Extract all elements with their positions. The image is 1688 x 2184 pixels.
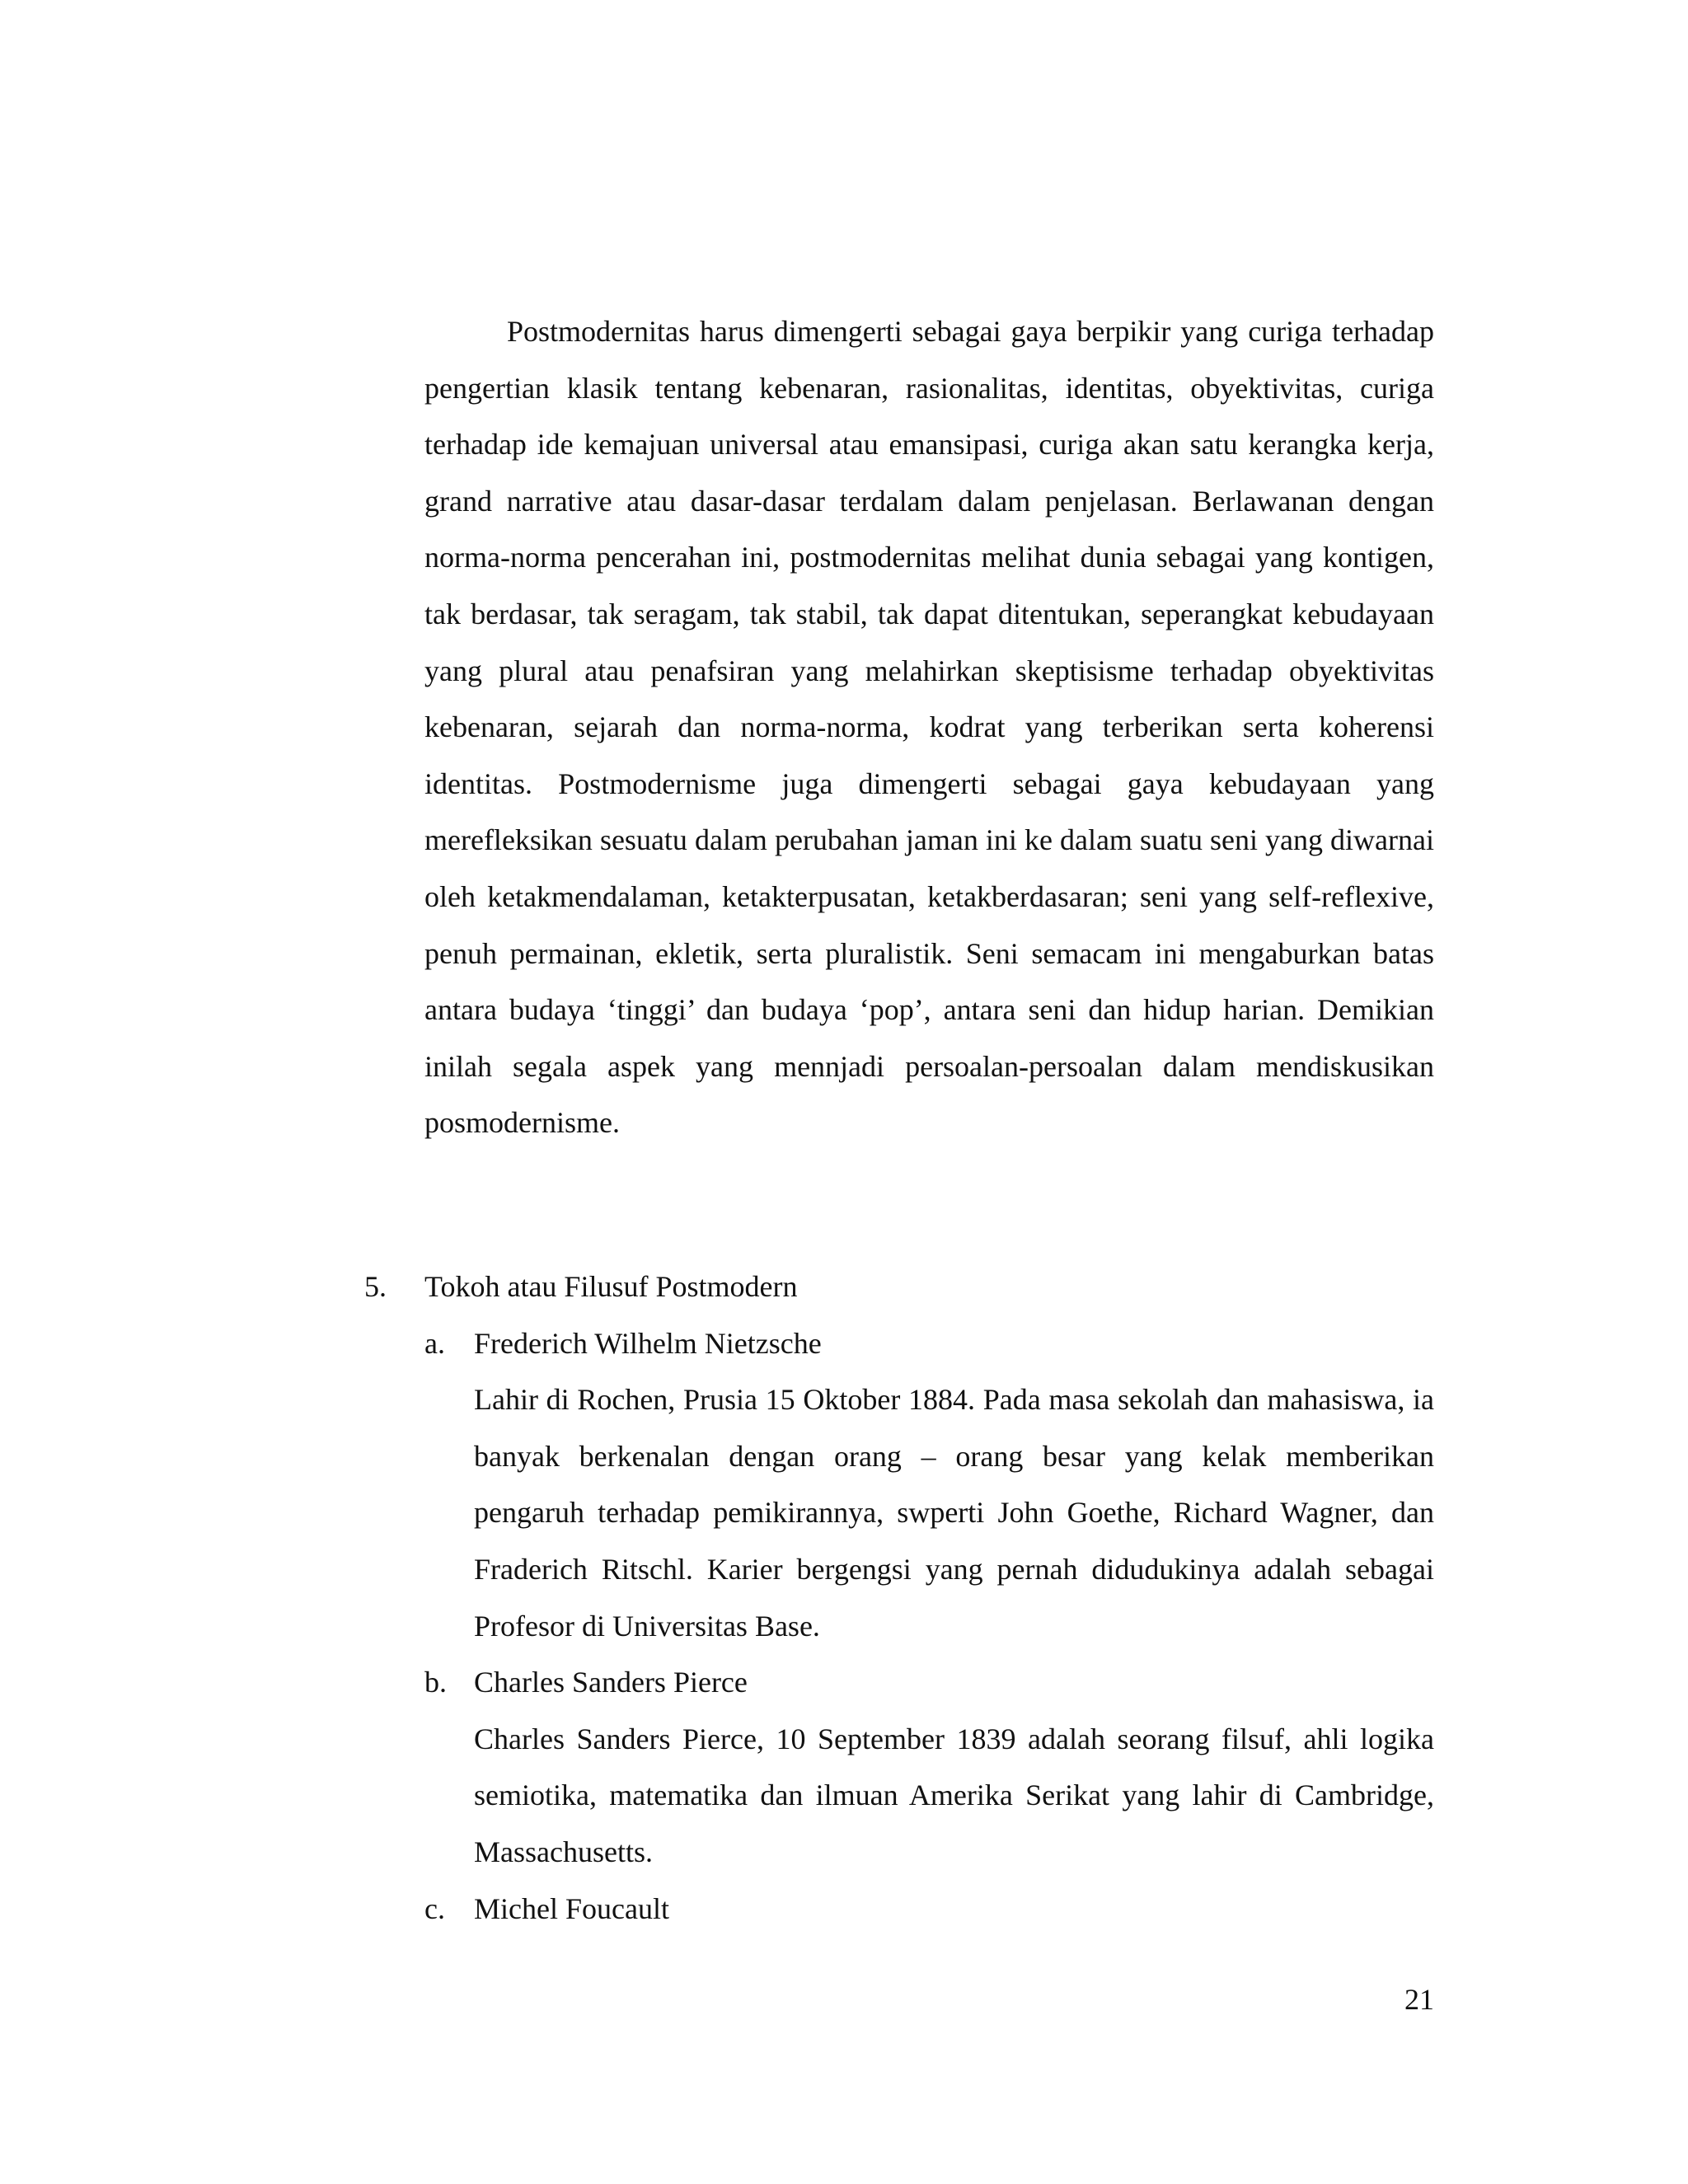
list-item <box>424 1315 1434 1655</box>
intro-paragraph: Postmodernitas harus dimengerti sebagai gaya berpikir yang curiga terhadap pengertian klasik tentang kebenaran, rasionalitas, identitas, obyektivitas, curiga terhadap ide kemajuan universal atau emansipasi, curiga akan satu kerangka kerja, grand narrative atau dasar-dasar terdalam dalam penjelasan. Berlawanan dengan norma-norma pencerahan ini, postmodernitas melihat dunia sebagai yang kontigen, tak berdasar, tak seragam, tak stabil, tak dapat ditentukan, seperangkat kebudayaan yang plural atau penafsiran yang melahirkan skeptisisme terhadap obyektivitas kebenaran, sejarah dan norma-norma, kodrat yang terberikan serta koherensi identitas. Postmodernisme juga dimengerti sebagai gaya kebudayaan yang merefleksikan sesuatu dalam perubahan jaman ini ke dalam suatu seni yang diwarnai oleh ketakmendalaman, ketakterpusatan, ketakberdasaran; seni yang self-reflexive, penuh permainan, ekletik, serta pluralistik. Seni semacam ini mengaburkan batas antara budaya ‘tinggi’ dan budaya ‘pop’, antara seni dan hidup harian. Demikian inilah segala aspek yang mennjadi persoalan-persoalan dalam mendiskusikan posmodernisme. <box>424 315 1434 1140</box>
section-number: 5. <box>364 1270 387 1303</box>
philosopher-heading <box>424 1881 1434 1938</box>
item-letter: c. <box>424 1891 445 1925</box>
philosopher-heading <box>424 1315 1434 1372</box>
philosopher-name: Charles Sanders Pierce <box>474 1666 748 1699</box>
section-heading <box>364 1258 1434 1315</box>
philosopher-name: Michel Foucault <box>474 1891 669 1925</box>
philosopher-description: Charles Sanders Pierce, 10 September 1839 adalah seorang filsuf, ahli logika semiotika, matematika dan ilmuan Amerika Serikat yang lahir di Cambridge, Massachusetts. <box>474 1722 1434 1868</box>
page-number: 21 <box>1404 1983 1434 2016</box>
list-item <box>424 1881 1434 1938</box>
philosopher-list <box>424 1315 1434 1938</box>
section-tokoh-filusuf <box>364 1258 1434 1937</box>
item-letter: a. <box>424 1326 445 1360</box>
item-letter: b. <box>424 1666 447 1699</box>
philosopher-heading <box>424 1654 1434 1711</box>
section-title: Tokoh atau Filusuf Postmodern <box>424 1270 798 1303</box>
list-item <box>424 1654 1434 1880</box>
philosopher-description: Lahir di Rochen, Prusia 15 Oktober 1884. Pada masa sekolah dan mahasiswa, ia banyak berkenalan dengan orang – orang besar yang kelak memberikan pengaruh terhadap pemikirannya, swperti John Goethe, Richard Wagner, dan Fraderich Ritschl. Karier bergengsi yang pernah didudukinya adalah sebagai Profesor di Universitas Base. <box>474 1383 1434 1643</box>
philosopher-name: Frederich Wilhelm Nietzsche <box>474 1326 822 1360</box>
